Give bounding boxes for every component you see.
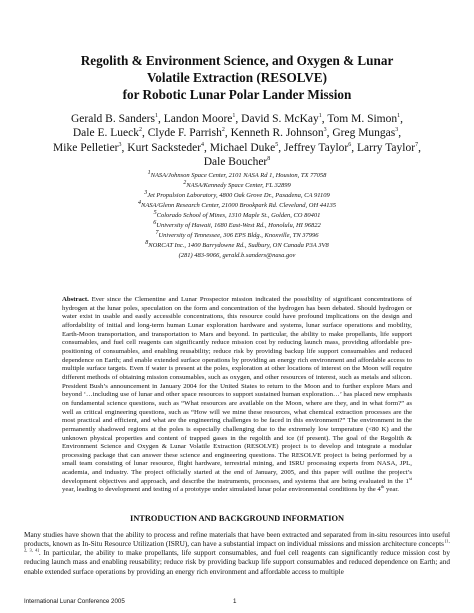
- intro-paragraph: [24, 531, 450, 577]
- author-name: Kenneth R. Johnson: [230, 127, 324, 140]
- author-name: Gerald B. Sanders: [70, 113, 155, 125]
- author-affiliation-marker: 1: [154, 113, 158, 120]
- author-line: [20, 155, 454, 169]
- intro-text: . In particular, the ability to make propellants, life support consumables, and fuel cell reagents can significantly reduce mission cost by reducing launch mass and enabling reusability; reduce risk by providing backup life support consumables and reduced dependence on Earth; and enable extended surface operations by providing an energy rich environment and affordable access to multiple: [24, 549, 450, 576]
- author-affiliation-marker: 8: [267, 156, 271, 163]
- affiliation-text: Jet Propulsion Laboratory, 4800 Oak Grove Dr., Pasadena, CA 91109: [147, 192, 330, 199]
- page-number: 1: [233, 598, 237, 605]
- affiliation-list: [20, 171, 454, 261]
- abstract-text: Ever since the Clementine and Lunar Prospector mission indicated the possibility of significant concentrations of hydrogen at the lunar poles, speculation on the form and concentration of the hydrogen has been debated. Should hydrogen or water exist in usable and easily accessible concentrations, this resource could have profound implications on the design and affordability of initial and long-term human Lunar exploration hardware and systems, lunar surface operations and mobility, Earth-Moon transportation, and transportation to Mars and beyond. In particular, the ability to make propellants, life support consumables, and fuel cell reagents can significantly reduce mission cost by reducing launch mass, providing affordable pre-positioning of consumables, and enabling reusability; reduce risk by providing backup life support consumables and reduced dependence on Earth; and enable extended surface operations by providing an energy rich environment and affordable access to multiple surface targets. Even if water is present at the poles, exploration at other locations of interest on the Moon will require different methods of obtaining mission consumables, such as oxygen, and other resources of interest, such as metals and silicon. President Bush’s announcement in January 2004 for the United States to return to the Moon and to further explore Mars and beyond ‘…including use of lunar and other space resources to support sustained human exploration…’ has placed new emphasis on fundamental science questions, such as “What resources are available on the Moon, where are they, and in what form?” as well as critical engineering questions, such as “How will we mine these resources, what chemical extraction processes are the most practical and efficient, and what are the engineering challenges to be faced in this environment?” The environment in the permanently shadowed regions at the poles is especially challenging due to the extremely low temperature (<80 K) and the unknown physical properties and content of trapped gases in the regolith and ice (if present). The goal of the Regolith & Environment Science and Oxygen & Lunar Volatile Extraction (RESOLVE) project is to develop and integrate a modular processing package that can answer these science and engineering questions. The RESOLVE project is being performed by a small team consisting of lunar resource, flight hardware, terrestrial mining, and ISRU processing experts from NASA, JPL, academia, and industry. The project officially started at the end of January, 2005, and this paper will outline the project’s development objectives and approach, and describe the instruments, processes, and systems that are being evaluated in the 1: [62, 296, 412, 485]
- author-list: [20, 112, 454, 170]
- author-name: David S. McKay: [241, 113, 319, 125]
- paper-title: [20, 52, 454, 103]
- author-affiliation-marker: 6: [348, 141, 352, 148]
- author-name: Tom M. Simon: [327, 113, 398, 125]
- author-name: Greg Mungas: [332, 127, 396, 140]
- affiliation-text: University of Tennessee, 306 EPS Bldg., Knoxville, TN 37996: [158, 232, 319, 239]
- author-affiliation-marker: 3: [323, 127, 327, 134]
- author-affiliation-marker: 1: [232, 113, 236, 120]
- affiliation-marker: 3: [144, 189, 148, 196]
- section-heading: INTRODUCTION AND BACKGROUND INFORMATION: [129, 514, 345, 523]
- affiliation-line: [20, 241, 454, 251]
- author-affiliation-marker: 7: [415, 141, 419, 148]
- affiliation-marker: 4: [137, 199, 141, 206]
- author-name: Jeffrey Taylor: [284, 141, 349, 154]
- affiliation-line: [20, 171, 454, 181]
- affiliation-line: [20, 231, 454, 241]
- abstract-text: year, leading to development and testing of a prototype under simulated lunar polar environmental conditions by the 4: [62, 486, 381, 494]
- affiliation-text: NASA/Kennedy Space Center, FL 32899: [186, 182, 291, 189]
- affiliation-text: NASA/Glenn Research Center, 21000 Brookpark Rd. Cleveland, OH 44135: [140, 202, 337, 209]
- footer-conference: International Lunar Conference 2005: [24, 598, 125, 605]
- affiliation-marker: 5: [153, 209, 157, 216]
- author-name: Kurt Sacksteder: [127, 141, 202, 154]
- author-affiliation-marker: 3: [118, 141, 122, 148]
- title-line: for Robotic Lunar Polar Lander Mission: [122, 87, 352, 102]
- affiliation-text: NORCAT Inc., 1400 Barrydowne Rd., Sudbury, ON Canada P3A 3V8: [148, 242, 329, 249]
- affiliation-line: [20, 181, 454, 191]
- title-line: Regolith & Environment Science, and Oxygen & Lunar: [80, 53, 394, 68]
- affiliation-line: [20, 211, 454, 221]
- author-affiliation-marker: 1: [318, 113, 322, 120]
- author-affiliation-marker: 4: [201, 141, 205, 148]
- author-affiliation-marker: 5: [275, 141, 279, 148]
- author-affiliation-marker: 3: [395, 127, 399, 134]
- author-affiliation-marker: 1: [397, 113, 401, 120]
- author-name: Dale Boucher: [203, 156, 268, 169]
- author-name: Mike Pelletier: [53, 141, 119, 154]
- affiliation-line: [20, 221, 454, 231]
- citation-refs: [1, 2, 3, 4]: [24, 538, 450, 553]
- author-name: Larry Taylor: [357, 141, 416, 154]
- contact-line: (281) 483-9066, gerald.b.sanders@nasa.gov: [178, 252, 296, 259]
- ordinal-suffix: th: [380, 484, 385, 490]
- affiliation-marker: 2: [183, 179, 187, 186]
- abstract-label: Abstract.: [62, 296, 89, 303]
- author-name: Clyde F. Parrish: [147, 127, 222, 140]
- affiliation-text: NASA/Johnson Space Center, 2101 NASA Rd 1, Houston, TX 77058: [150, 172, 327, 179]
- abstract: [62, 296, 412, 495]
- author-name: Dale E. Lueck: [72, 127, 139, 140]
- author-name: Michael Duke: [209, 141, 276, 154]
- author-affiliation-marker: 2: [138, 127, 142, 134]
- affiliation-text: University of Hawaii, 1680 East-West Rd., Honolulu, HI 96822: [156, 222, 321, 229]
- author-affiliation-marker: 2: [221, 127, 225, 134]
- author-line: Mike Pelletier$^3$, Kurt Sacksteder$^4$, Michael Duke$^5$, Jeffrey Taylor$^6$, Larry Taylor$^7$,: [53, 141, 421, 154]
- affiliation-marker: 1: [147, 169, 151, 176]
- affiliation-text: Colorado School of Mines, 1310 Maple St., Golden, CO 80401: [156, 212, 321, 219]
- title-line: Volatile Extraction (RESOLVE): [147, 70, 327, 85]
- author-line: Dale E. Lueck$^2$, Clyde F. Parrish$^2$, Kenneth R. Johnson$^3$, Greg Mungas$^3$,: [72, 127, 402, 140]
- affiliation-line: [20, 201, 454, 211]
- affiliation-marker: 7: [155, 229, 159, 236]
- ordinal-suffix: st: [408, 475, 412, 481]
- affiliation-marker: 8: [145, 239, 149, 246]
- abstract-text: year.: [384, 486, 399, 494]
- affiliation-line: [20, 191, 454, 201]
- author-line: Gerald B. Sanders$^1$, Landon Moore$^1$, David S. McKay$^1$, Tom M. Simon$^1$,: [70, 113, 404, 125]
- intro-text: Many studies have shown that the ability to process and refine materials that have been extracted and separated from in-situ resources into useful products, known as In-Situ Resource Utilization (ISRU), can have a substantial impact on individual missions and mission architecture concepts: [24, 531, 450, 549]
- author-name: Landon Moore: [163, 113, 233, 125]
- affiliation-marker: 6: [153, 219, 157, 226]
